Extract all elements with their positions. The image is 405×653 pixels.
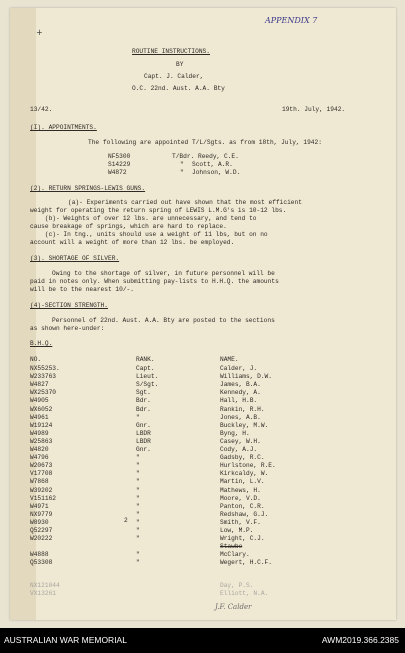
- document-title: ROUTINE INSTRUCTIONS.: [132, 48, 210, 55]
- roster-no: W20673: [30, 462, 53, 470]
- springs-line: (a)- Experiments carried out have shown that the most efficient: [68, 199, 302, 206]
- roster-no: W4820: [30, 446, 49, 453]
- col-header-rank: RANK.: [136, 356, 155, 363]
- roster-no: W4905: [30, 397, 49, 405]
- author: Capt. J. Calder,: [144, 73, 204, 80]
- roster-name: Wright, C.J.: [220, 535, 265, 543]
- appointee-name: Scott, A.R.: [192, 161, 233, 168]
- roster-no: Q53308: [30, 559, 53, 567]
- handwritten-appendix-note: APPENDIX 7: [265, 16, 318, 25]
- roster-rank: ": [136, 527, 140, 534]
- roster-no: W7868: [30, 478, 49, 486]
- roster-name: Stawbe: [220, 543, 243, 551]
- roster-rank: ": [136, 494, 140, 502]
- roster-name: Redshaw, G.J.: [220, 510, 269, 518]
- archive-footer: [0, 628, 405, 653]
- unit-line: O.C. 22nd. Aust. A.A. Bty: [132, 85, 225, 92]
- roster-rank: ": [136, 502, 140, 510]
- col-header-name: NAME.: [220, 356, 239, 363]
- instruction-number: 13/42.: [30, 106, 53, 113]
- appointee-no: W4872: [108, 169, 127, 176]
- appointee-no: S14229: [108, 161, 131, 168]
- roster-no: V151162: [30, 494, 56, 502]
- springs-line: (c)- In tng., units should use a weight of 11 lbs, but on no: [30, 231, 268, 238]
- roster-no: Q52297: [30, 527, 53, 534]
- roster-no: W19124: [30, 421, 53, 429]
- footer-accession-number: AWM2019.366.2385: [321, 635, 399, 645]
- roster-name: Casey, W.H.: [220, 437, 261, 445]
- roster-rank: ": [136, 454, 140, 462]
- roster-name: Hurlstone, R.E.: [220, 462, 276, 470]
- roster-rank: S/Sgt.: [136, 381, 159, 389]
- roster-no: W4971: [30, 502, 49, 510]
- roster-no: W233763: [30, 373, 56, 381]
- appointee-rank: T/Bdr. Reedy, C.E.: [172, 153, 239, 160]
- roster-no: W8930: [30, 518, 49, 526]
- roster-no: W4796: [30, 454, 49, 462]
- silver-line: paid in notes only. When submitting pay-lists to H.H.Q. the amounts: [30, 278, 279, 285]
- col-header-no: NO.: [30, 356, 42, 363]
- roster-name: James, B.A.: [220, 381, 261, 389]
- roster-name: Moore, V.D.: [220, 494, 261, 502]
- roster-name: Mathews, H.: [220, 486, 261, 494]
- roster-name: Wegert, H.C.F.: [220, 559, 272, 567]
- roster-no: WX6052: [30, 405, 53, 413]
- springs-heading: (2). RETURN SPRINGS-LEWIS GUNS.: [30, 185, 146, 192]
- silver-line: will be to the nearest 10/-.: [30, 286, 134, 293]
- roster-rank: Lieut.: [136, 373, 159, 381]
- strength-heading: (4)-SECTION STRENGTH.: [30, 302, 108, 309]
- springs-line: (b)- Weights of over 12 lbs. are unnecessary, and tend to: [30, 215, 257, 222]
- roster-name: Smith, V.F.: [220, 518, 261, 526]
- roster-rank: ": [136, 518, 140, 526]
- appointments-heading: (I). APPOINTMENTS.: [30, 124, 97, 131]
- by-line: BY: [176, 61, 184, 68]
- roster-no: W4888: [30, 551, 49, 559]
- faint-row-no: VX13261: [30, 590, 56, 597]
- roster-rank: Gnr.: [136, 421, 151, 429]
- roster-rank: LBDR: [136, 437, 151, 445]
- margin-mark: 2: [124, 517, 128, 524]
- roster-name: Low, M.P.: [220, 527, 254, 534]
- roster-no: NX9779: [30, 510, 53, 518]
- roster-name: Rankin, R.H.: [220, 405, 265, 413]
- roster-rank: ": [136, 462, 140, 470]
- roster-rank: ": [136, 510, 140, 518]
- roster-no: V17708: [30, 470, 53, 478]
- document-page: [10, 8, 396, 620]
- roster-name: Kirkcaldy, W.: [220, 470, 269, 478]
- roster-rank: ": [136, 478, 140, 486]
- roster-rank: ": [136, 413, 140, 421]
- roster-rank: Capt.: [136, 365, 155, 372]
- roster-no: NX55253.: [30, 365, 60, 372]
- footer-institution: AUSTRALIAN WAR MEMORIAL: [4, 635, 127, 645]
- bhq-heading: B.H.Q.: [30, 340, 53, 347]
- roster-name: Calder, J.: [220, 365, 258, 372]
- springs-line: cause breakage of springs, which are hard to replace.: [30, 223, 227, 230]
- appointee-name: Johnson, W.D.: [192, 169, 241, 176]
- appointee-no: NF5300: [108, 153, 131, 160]
- roster-rank: ": [136, 535, 140, 543]
- roster-rank: Bdr.: [136, 405, 151, 413]
- roster-rank: ": [136, 470, 140, 478]
- springs-line: weight for operating the return spring of LEWIS L.M.G's is 10-12 lbs.: [30, 207, 287, 214]
- roster-no: W39202: [30, 486, 53, 494]
- silver-line: Owing to the shortage of silver, in future personnel will be: [52, 270, 275, 277]
- roster-no: W25863: [30, 437, 53, 445]
- roster-name: Hall, H.B.: [220, 397, 258, 405]
- roster-name: Cody, A.J.: [220, 446, 258, 453]
- roster-no: WX25370: [30, 389, 56, 397]
- signature: J.F. Calder: [215, 603, 252, 611]
- roster-name: Jones, A.B.: [220, 413, 261, 421]
- roster-rank: ": [136, 551, 140, 559]
- roster-rank: Sgt.: [136, 389, 151, 397]
- document-date: 19th. July, 1942.: [282, 106, 346, 113]
- faint-row-name: Day, P.S.: [220, 582, 254, 589]
- springs-line: account will a weight of more than 12 lbs. be employed.: [30, 239, 235, 246]
- faint-row-no: NX121044: [30, 582, 60, 589]
- appointee-ditto: ": [180, 169, 184, 176]
- roster-no: W20222: [30, 535, 53, 543]
- corner-mark: +: [36, 28, 43, 37]
- roster-name: Byng, H.: [220, 429, 250, 437]
- silver-heading: (3). SHORTAGE OF SILVER.: [30, 255, 120, 262]
- roster-rank: Bdr.: [136, 397, 151, 405]
- roster-name: Williams, D.W.: [220, 373, 272, 381]
- roster-rank: ": [136, 486, 140, 494]
- strength-line: as shown here-under:: [30, 325, 105, 332]
- roster-rank: Gnr.: [136, 446, 151, 453]
- appointee-ditto: ": [180, 161, 184, 168]
- roster-rank: LBDR: [136, 429, 151, 437]
- faint-row-name: Elliott, N.A.: [220, 590, 269, 597]
- roster-name: Gadsby, R.C.: [220, 454, 265, 462]
- roster-no: W4961: [30, 413, 49, 421]
- appointments-intro: The following are appointed T/L/Sgts. as from 18th, July, 1942:: [88, 139, 322, 146]
- roster-name: McClary.: [220, 551, 250, 559]
- roster-name: Kennedy, A.: [220, 389, 261, 397]
- roster-name: Martin, L.V.: [220, 478, 265, 486]
- roster-rank: ": [136, 559, 140, 567]
- roster-no: W4989: [30, 429, 49, 437]
- strength-line: Personnel of 22nd. Aust. A.A. Bty are posted to the sections: [52, 317, 275, 324]
- roster-no: W4827: [30, 381, 49, 389]
- roster-name: Buckley, M.W.: [220, 421, 269, 429]
- roster-name: Panton, C.R.: [220, 502, 265, 510]
